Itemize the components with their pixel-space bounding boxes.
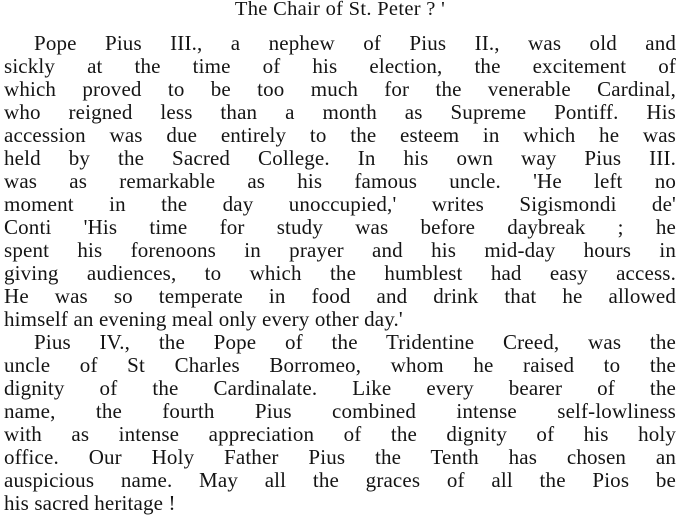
text-line: accession was due entirely to the esteem in which he was [4, 123, 676, 147]
article-heading: The Chair of St. Peter ? ' [234, 0, 446, 20]
text-line: sickly at the time of his election, the excitement of [4, 54, 676, 78]
text-line: his sacred heritage ! [4, 491, 176, 515]
text-line: dignity of the Cardinalate. Like every bearer of the [4, 376, 676, 400]
text-line: spent his forenoons in prayer and his mid-day hours in [4, 238, 676, 262]
text-line: was as remarkable as his famous uncle. 'He left no [4, 169, 676, 193]
text-line: Pope Pius III., a nephew of Pius II., was old and [34, 31, 676, 55]
text-line: Conti 'His time for study was before daybreak ; he [4, 215, 676, 239]
text-line: name, the fourth Pius combined intense self-lowliness [4, 399, 676, 423]
text-line: auspicious name. May all the graces of all the Pios be [4, 468, 676, 492]
text-line: Pius IV., the Pope of the Tridentine Creed, was the [34, 330, 676, 354]
text-line: who reigned less than a month as Supreme Pontiff. His [4, 100, 676, 124]
text-line: held by the Sacred College. In his own way Pius III. [4, 146, 676, 170]
text-line: office. Our Holy Father Pius the Tenth has chosen an [4, 445, 676, 469]
text-line: which proved to be too much for the venerable Cardinal, [4, 77, 676, 101]
text-line: with as intense appreciation of the dignity of his holy [4, 422, 676, 446]
text-line: uncle of St Charles Borromeo, whom he raised to the [4, 353, 676, 377]
text-line: moment in the day unoccupied,' writes Sigismondi de' [4, 192, 676, 216]
text-line: himself an evening meal only every other day.' [4, 307, 403, 331]
text-line: He was so temperate in food and drink that he allowed [4, 284, 676, 308]
text-line: giving audiences, to which the humblest had easy access. [4, 261, 676, 285]
